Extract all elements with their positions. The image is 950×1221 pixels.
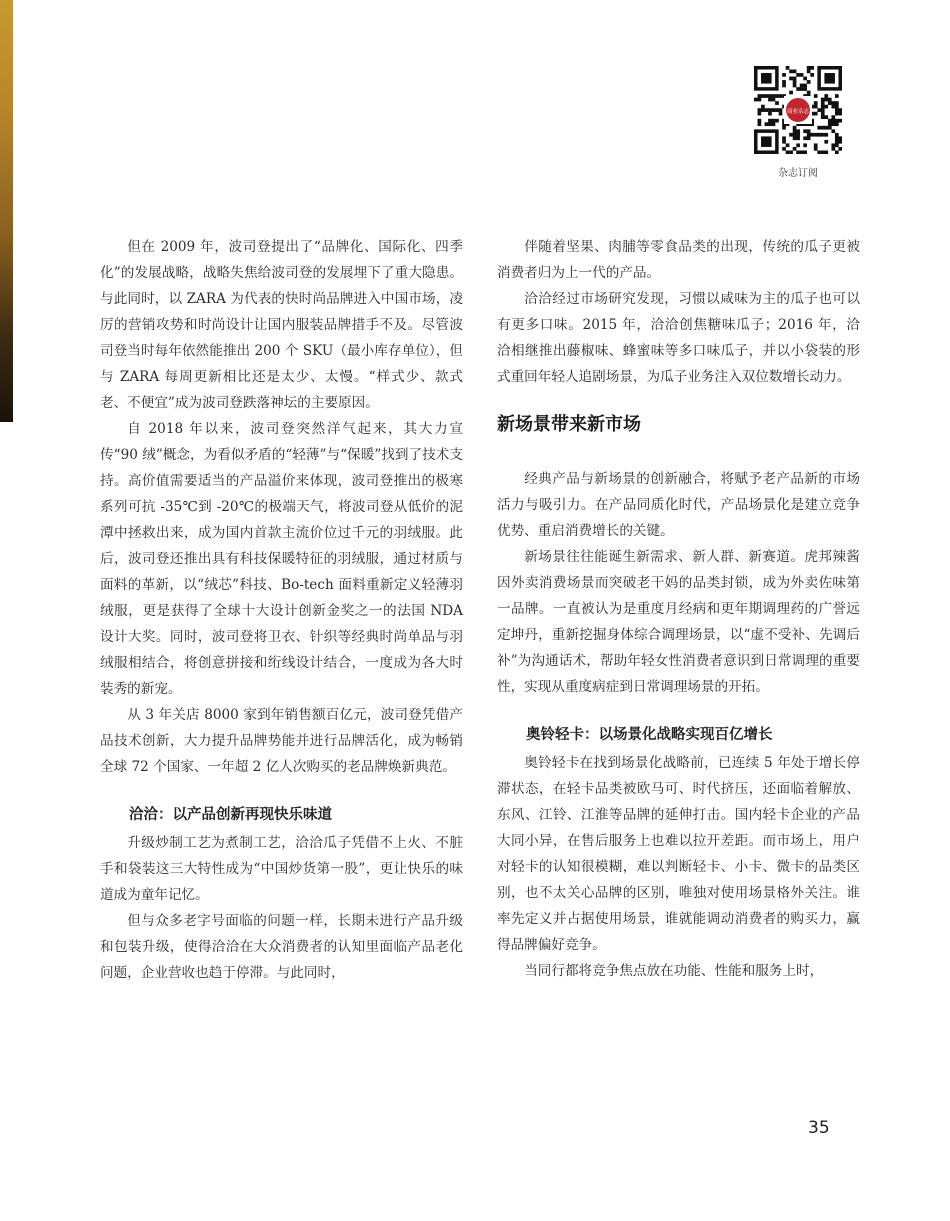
cover-photo-edge bbox=[0, 0, 13, 422]
paragraph: 从 3 年关店 8000 家到年销售额百亿元，波司登凭借产品技术创新，大力提升品牌势能并进行品牌活化，成为畅销全球 72 个国家、一年超 2 亿人次购买的老品牌焕新典范。 bbox=[100, 707, 463, 775]
subheading-aoling: 奥铃轻卡：以场景化战略实现百亿增长 bbox=[526, 726, 773, 743]
paragraph: 升级炒制工艺为煮制工艺，洽洽瓜子凭借不上火、不脏手和袋装这三大特性成为“中国炒货第一股”，更让快乐的味道成为童年记忆。 bbox=[100, 835, 463, 903]
paragraph: 奥铃轻卡在找到场景化战略前，已连续 5 年处于增长停滞状态，在轻卡品类被欧马可、时代挤压，还面临着解放、东风、江铃、江淮等品牌的延伸打击。国内轻卡企业的产品大同小异，在售后服务上也难以拉开差距。而市场上，用户对轻卡的认知很模糊，难以判断轻卡、小卡、微卡的品类区别，也不太关心品牌的区别，唯独对使用场景格外关注。谁率先定义并占据使用场景，谁就能调动消费者的购买力，赢得品牌偏好竞争。 bbox=[497, 755, 860, 953]
section-title: 新场景带来新市场 bbox=[497, 414, 641, 435]
paragraph: 伴随着坚果、肉脯等零食品类的出现，传统的瓜子更被消费者归为上一代的产品。 bbox=[497, 239, 860, 281]
qr-caption: 杂志订阅 bbox=[778, 168, 818, 179]
paragraph: 自 2018 年以来，波司登突然洋气起来，其大力宣传“90 绒”概念，为看似矛盾的“轻薄”与“保暖”找到了技术支持。高价值需要适当的产品溢价来体现，波司登推出的极寒系列可抗 -35℃到 -20℃的极端天气，将波司登从低价的泥潭中拯救出来，成为国内首款主流价位过千元的羽绒服。此后，波司登还推出具有科技保暖特征的羽绒服，通过材质与面料的革新，以“绒芯”科技、Bo-tech 面料重新定义轻薄羽绒服，更是获得了全球十大设计创新金奖之一的法国 NDA 设计大奖。同时，波司登将卫衣、针织等经典时尚单品与羽绒服相结合，将创意拼接和绗线设计结合，一度成为各大时装秀的新宠。 bbox=[100, 421, 463, 697]
paragraph: 当同行都将竞争焦点放在功能、性能和服务上时， bbox=[524, 963, 824, 979]
paragraph: 但与众多老字号面临的问题一样，长期未进行产品升级和包装升级，使得洽洽在大众消费者的认知里面临产品老化问题，企业营收也趋于停滞。与此同时， bbox=[100, 913, 463, 981]
subscription-qr-code[interactable] bbox=[754, 66, 842, 154]
paragraph: 洽洽经过市场研究发现，习惯以咸味为主的瓜子也可以有更多口味。2015 年，洽洽创焦糖味瓜子；2016 年，洽洽相继推出藤椒味、蜂蜜味等多口味瓜子，并以小袋装的形式重回年轻人追剧场景，为瓜子业务注入双位数增长动力。 bbox=[497, 291, 860, 385]
right-column bbox=[497, 234, 860, 984]
subheading-qiaqia: 洽洽：以产品创新再现快乐味道 bbox=[129, 806, 332, 823]
qr-center-text: 商业杂志 bbox=[786, 109, 810, 115]
left-column bbox=[100, 234, 463, 986]
paragraph: 但在 2009 年，波司登提出了“品牌化、国际化、四季化”的发展战略，战略失焦给波司登的发展埋下了重大隐患。与此同时，以 ZARA 为代表的快时尚品牌进入中国市场，凌厉的营销攻势和时尚设计让国内服装品牌措手不及。尽管波司登当时每年依然能推出 200 个 SKU（最小库存单位），但与 ZARA 每周更新相比还是太少、太慢。“样式少、款式老、不便宜”成为波司登跌落神坛的主要原因。 bbox=[100, 239, 463, 411]
page-number: 35 bbox=[808, 1118, 830, 1138]
paragraph: 新场景往往能诞生新需求、新人群、新赛道。虎邦辣酱因外卖消费场景而突破老干妈的品类封锁，成为外卖佐味第一品牌。一直被认为是重度月经病和更年期调理药的广誉远定坤丹，重新挖掘身体综合调理场景，以“虚不受补、先调后补”为沟通话术，帮助年轻女性消费者意识到日常调理的重要性，实现从重度病症到日常调理场景的开拓。 bbox=[497, 549, 860, 695]
paragraph: 经典产品与新场景的创新融合，将赋予老产品新的市场活力与吸引力。在产品同质化时代，产品场景化是建立竞争优势、重启消费增长的关键。 bbox=[497, 471, 860, 539]
